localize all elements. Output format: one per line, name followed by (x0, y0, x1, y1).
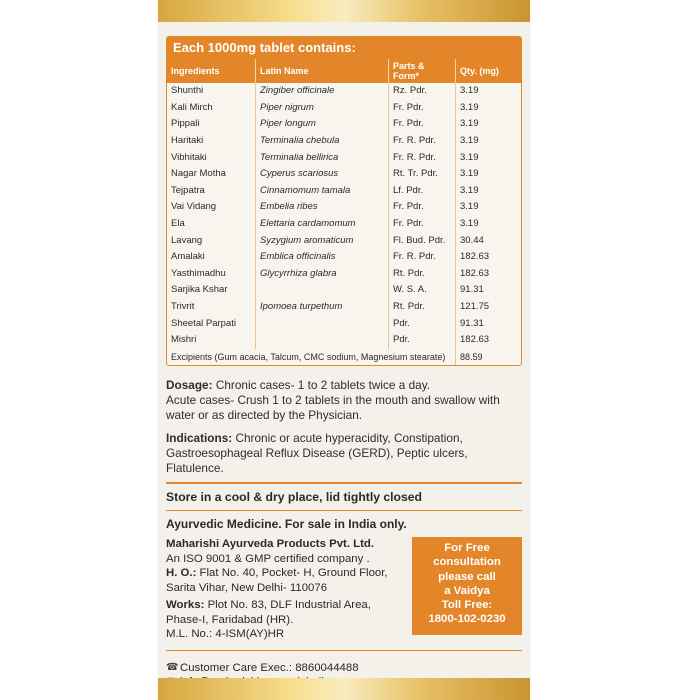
head-office-address: Flat No. 40, Pocket- H, Ground Floor, Sarita Vihar, New Delhi- 110076 (166, 567, 388, 594)
latin-name-cell: Glycyrrhiza glabra (256, 266, 389, 283)
qty-cell: 3.19 (460, 201, 479, 213)
latin-name-cell: Terminalia chebula (256, 133, 389, 150)
parts-form-cell: Pdr. (389, 315, 456, 332)
qty-cell: 182.63 (460, 267, 490, 279)
vaidya-line: consultation (433, 556, 501, 569)
gold-band-bottom (158, 678, 530, 700)
ingredient-cell: Ela (167, 216, 256, 233)
table-row (167, 116, 521, 133)
vaidya-line: For Free (444, 542, 490, 555)
manufacturing-licence: M.L. No.: 4-ISM(AY)HR (166, 628, 285, 641)
company-info (166, 537, 404, 642)
composition-title: Each 1000mg tablet contains: (167, 37, 521, 59)
head-office-label: H. O.: (166, 567, 197, 580)
table-row (167, 166, 521, 183)
table-row (167, 183, 521, 200)
dosage-label: Dosage: (166, 378, 213, 393)
qty-cell: 91.31 (460, 317, 484, 329)
table-row (167, 149, 521, 166)
ingredient-cell: Vai Vidang (167, 199, 256, 216)
label-content (166, 36, 522, 700)
divider (166, 482, 522, 484)
latin-name-cell (256, 282, 389, 299)
table-row (167, 83, 521, 100)
parts-form-cell: Fr. R. Pdr. (389, 133, 456, 150)
latin-name-cell: Syzygium aromaticum (256, 232, 389, 249)
excipients-qty: 88.59 (460, 351, 483, 362)
col-qty: Qty. (mg) (456, 59, 522, 83)
table-row (167, 249, 521, 266)
latin-name-cell: Cyperus scariosus (256, 166, 389, 183)
works-text: Plot No. 83, DLF Industrial Area, Phase-I, Faridabad (HR). (166, 599, 371, 626)
parts-form-cell: Rt. Pdr. (389, 299, 456, 316)
latin-name-cell: Piper longum (256, 116, 389, 133)
qty-cell: 3.19 (460, 135, 479, 147)
latin-name-cell: Zingiber officinale (256, 83, 389, 100)
company-name: Maharishi Ayurveda Products Pvt. Ltd. (166, 538, 375, 551)
qty-cell: 121.75 (460, 301, 490, 313)
dosage-text-acute: Acute cases- Crush 1 to 2 tablets in the mouth and swallow with water or as directed by the Physician. (166, 393, 500, 423)
table-row (167, 299, 521, 316)
col-ingredients: Ingredients (167, 59, 256, 83)
phone-icon: ☎ (166, 662, 179, 674)
composition-table (167, 59, 521, 365)
qty-cell: 3.19 (460, 184, 479, 196)
dosage-text-chronic: Chronic cases- 1 to 2 tablets twice a day. (212, 378, 431, 393)
table-row (167, 282, 521, 299)
qty-cell: 30.44 (460, 234, 484, 246)
latin-name-cell: Terminalia bellirica (256, 149, 389, 166)
head-office (166, 566, 404, 595)
table-row (167, 216, 521, 233)
table-header-row (167, 59, 521, 83)
divider (166, 650, 522, 652)
latin-name-cell (256, 332, 389, 349)
works-label: Works: (166, 599, 205, 612)
ingredient-cell: Nagar Motha (167, 166, 256, 183)
parts-form-cell: Fl. Bud. Pdr. (389, 232, 456, 249)
parts-form-cell: Lf. Pdr. (389, 183, 456, 200)
vaidya-consultation-box (412, 537, 522, 635)
qty-cell: 3.19 (460, 151, 479, 163)
excipients-row (167, 349, 521, 366)
vaidya-line: please call (438, 570, 496, 583)
iso-certification: An ISO 9001 & GMP certified company . (166, 552, 370, 565)
customer-care-row (166, 661, 522, 675)
company-block (166, 537, 522, 642)
qty-cell: 3.19 (460, 85, 479, 97)
qty-cell: 91.31 (460, 284, 484, 296)
table-row (167, 232, 521, 249)
customer-care-number[interactable]: Customer Care Exec.: 8860044488 (180, 662, 359, 675)
ingredient-cell: Vibhitaki (167, 149, 256, 166)
parts-form-cell: W. S. A. (389, 282, 456, 299)
latin-name-cell: Cinnamomum tamala (256, 183, 389, 200)
parts-form-cell: Rz. Pdr. (389, 83, 456, 100)
table-row (167, 100, 521, 117)
latin-name-cell: Ipomoea turpethum (256, 299, 389, 316)
parts-form-cell: Fr. R. Pdr. (389, 249, 456, 266)
works-address (166, 598, 404, 627)
ingredient-cell: Amalaki (167, 249, 256, 266)
composition-table-box (166, 36, 522, 366)
ingredient-cell: Sarjika Kshar (167, 282, 256, 299)
qty-cell: 3.19 (460, 101, 479, 113)
excipients-label: Excipients (Gum acacia, Talcum, CMC sodium, Magnesium stearate) (167, 349, 456, 366)
divider (166, 510, 522, 512)
qty-cell: 3.19 (460, 168, 479, 180)
indications-label: Indications: (166, 431, 233, 446)
latin-name-cell: Emblica officinalis (256, 249, 389, 266)
parts-form-cell: Fr. R. Pdr. (389, 149, 456, 166)
parts-form-cell: Fr. Pdr. (389, 216, 456, 233)
ingredient-cell: Pippali (167, 116, 256, 133)
ingredient-cell: Mishri (167, 332, 256, 349)
vaidya-line: a Vaidya (444, 584, 490, 597)
product-label (158, 0, 530, 700)
ingredient-cell: Sheetal Parpati (167, 315, 256, 332)
indications-text: Chronic or acute hyperacidity, Constipation, Gastroesophageal Reflux Disease (GERD), Peptic ulcers, Flatulence. (166, 431, 468, 476)
qty-cell: 182.63 (460, 334, 490, 346)
qty-cell: 182.63 (460, 251, 490, 263)
col-latin-name: Latin Name (256, 59, 389, 83)
latin-name-cell (256, 315, 389, 332)
ingredient-cell: Shunthi (167, 83, 256, 100)
qty-cell: 3.19 (460, 218, 479, 230)
ayurvedic-notice: Ayurvedic Medicine. For sale in India only. (166, 517, 407, 532)
storage-instruction: Store in a cool & dry place, lid tightly closed (166, 489, 422, 504)
ingredient-cell: Lavang (167, 232, 256, 249)
table-row (167, 315, 521, 332)
table-row (167, 266, 521, 283)
parts-form-cell: Fr. Pdr. (389, 116, 456, 133)
latin-name-cell: Embelia ribes (256, 199, 389, 216)
parts-form-cell: Fr. Pdr. (389, 199, 456, 216)
ingredient-cell: Tejpatra (167, 183, 256, 200)
ingredient-cell: Haritaki (167, 133, 256, 150)
parts-form-cell: Rt. Tr. Pdr. (389, 166, 456, 183)
table-row (167, 133, 521, 150)
ingredient-cell: Yasthimadhu (167, 266, 256, 283)
qty-cell: 3.19 (460, 118, 479, 130)
indications-section (166, 431, 522, 476)
parts-form-cell: Rt. Pdr. (389, 266, 456, 283)
ingredient-cell: Kali Mirch (167, 100, 256, 117)
vaidya-line: Toll Free: (441, 598, 493, 611)
gold-band-top (158, 0, 530, 22)
dosage-section (166, 378, 522, 423)
col-parts-form: Parts & Form* (389, 59, 456, 83)
toll-free-number[interactable]: 1800-102-0230 (428, 613, 506, 626)
parts-form-cell: Pdr. (389, 332, 456, 349)
table-row (167, 199, 521, 216)
latin-name-cell: Elettaria cardamomum (256, 216, 389, 233)
table-row (167, 332, 521, 349)
parts-form-cell: Fr. Pdr. (389, 100, 456, 117)
latin-name-cell: Piper nigrum (256, 100, 389, 117)
ingredient-cell: Trivrit (167, 299, 256, 316)
